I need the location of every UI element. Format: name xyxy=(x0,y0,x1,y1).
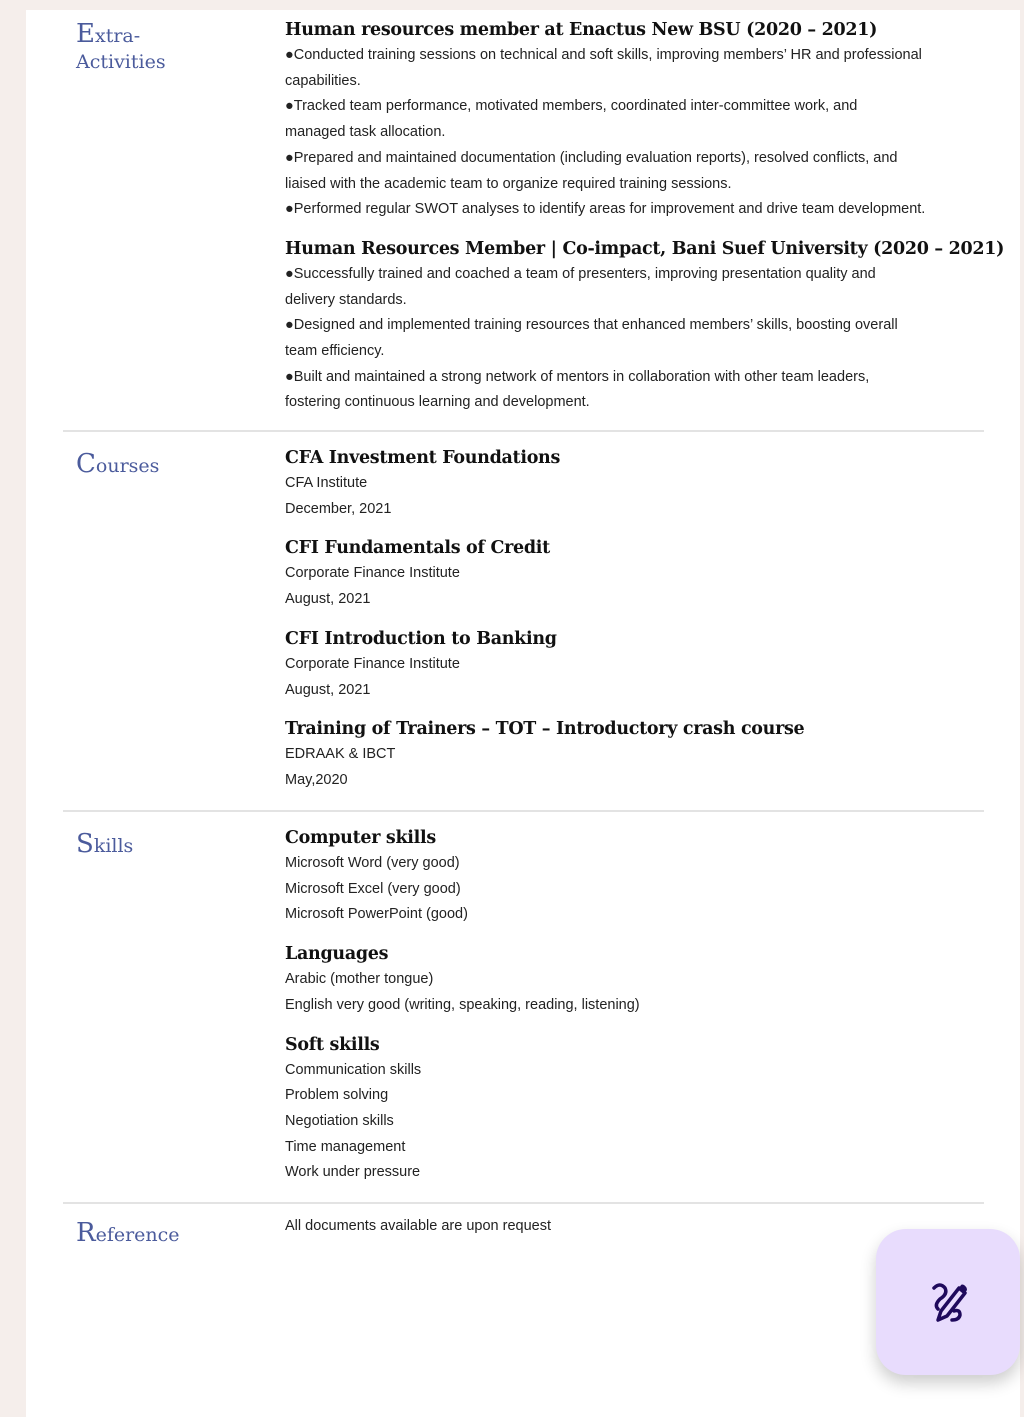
entry xyxy=(285,941,985,1018)
entry-line: Arabic (mother tongue) xyxy=(285,971,434,988)
entry-line: team efficiency. xyxy=(285,343,385,360)
entry xyxy=(285,626,985,703)
entry xyxy=(285,1032,985,1187)
section-content xyxy=(285,445,985,807)
entry xyxy=(285,535,985,612)
section-title xyxy=(76,1220,180,1248)
section-content xyxy=(285,825,985,1199)
entry-heading: CFI Introduction to Banking xyxy=(285,628,557,649)
entry-line: English very good (writing, speaking, reading, listening) xyxy=(285,996,640,1013)
entry-line: ●Tracked team performance, motivated members, coordinated inter-committee work, and xyxy=(285,98,858,115)
entry-line: liaised with the academic team to organize required training sessions. xyxy=(285,175,732,192)
edit-fab-button[interactable] xyxy=(876,1229,1020,1375)
entry xyxy=(285,825,985,928)
entry-heading: Training of Trainers – TOT – Introductory crash course xyxy=(285,719,805,740)
entry-line: All documents available are upon request xyxy=(285,1218,551,1234)
title-cap: E xyxy=(76,19,95,49)
title-cap: S xyxy=(76,829,94,859)
entry-line: Corporate Finance Institute xyxy=(285,565,460,582)
entry-line: managed task allocation. xyxy=(285,124,446,141)
entry-line: ●Prepared and maintained documentation (including evaluation reports), resolved conflicts, and xyxy=(285,149,898,166)
entry-line: Negotiation skills xyxy=(285,1112,394,1129)
entry-line: ●Designed and implemented training resources that enhanced members’ skills, boosting overall xyxy=(285,317,898,334)
entry-line: delivery standards. xyxy=(285,291,407,308)
entry-line: Microsoft Word (very good) xyxy=(285,855,460,871)
section-title xyxy=(76,451,159,479)
section-title xyxy=(76,21,166,75)
entry xyxy=(285,17,985,223)
entry-heading: Computer skills xyxy=(285,828,436,848)
title-rest: xtra- xyxy=(94,25,141,47)
divider xyxy=(63,430,984,432)
entry-line: Communication skills xyxy=(285,1061,422,1078)
section-content xyxy=(285,17,1005,429)
entry-line: December, 2021 xyxy=(285,500,392,517)
entry-heading: CFA Investment Foundations xyxy=(285,448,561,468)
entry-line: fostering continuous learning and development. xyxy=(285,394,590,411)
document-page xyxy=(26,10,1020,1417)
entry-line: ●Conducted training sessions on technical and soft skills, improving members’ HR and professional xyxy=(285,47,922,63)
entry xyxy=(285,445,985,522)
entry xyxy=(285,716,985,793)
entry-line: August, 2021 xyxy=(285,681,371,698)
entry-heading: Human Resources Member | Co-impact, Bani Suef University (2020 – 2021) xyxy=(285,238,1005,259)
entry-line: Corporate Finance Institute xyxy=(285,655,460,672)
title-line2: Activities xyxy=(76,51,166,73)
entry-line: EDRAAK & IBCT xyxy=(285,746,396,763)
divider xyxy=(63,1202,984,1204)
entry-line: Microsoft PowerPoint (good) xyxy=(285,906,468,923)
entry-line: ●Performed regular SWOT analyses to identify areas for improvement and drive team development. xyxy=(285,201,926,218)
entry-line: Microsoft Excel (very good) xyxy=(285,880,461,897)
entry-line: ●Successfully trained and coached a team of presenters, improving presentation quality and xyxy=(285,265,876,282)
draw-icon xyxy=(920,1274,976,1330)
entry-line: CFA Institute xyxy=(285,475,368,491)
section-title xyxy=(76,831,133,859)
entry-line: Problem solving xyxy=(285,1087,389,1104)
entry-line: capabilities. xyxy=(285,72,361,89)
entry xyxy=(285,1214,985,1240)
title-rest: ourses xyxy=(95,455,160,477)
entry-line: Time management xyxy=(285,1138,406,1155)
entry-heading: Languages xyxy=(285,944,389,965)
entry-line: August, 2021 xyxy=(285,591,371,608)
entry-line: ●Built and maintained a strong network of mentors in collaboration with other team leaders, xyxy=(285,368,870,385)
title-cap: R xyxy=(76,1218,96,1248)
entry-line: Work under pressure xyxy=(285,1164,421,1181)
entry-heading: CFI Fundamentals of Credit xyxy=(285,538,550,559)
entry-heading: Soft skills xyxy=(285,1034,380,1055)
entry-heading: Human resources member at Enactus New BSU (2020 – 2021) xyxy=(285,20,878,40)
divider xyxy=(63,810,984,812)
title-cap: C xyxy=(76,449,96,479)
title-rest: kills xyxy=(93,835,134,857)
title-rest: eference xyxy=(95,1224,180,1246)
entry-line: May,2020 xyxy=(285,771,348,788)
entry xyxy=(285,236,1005,416)
